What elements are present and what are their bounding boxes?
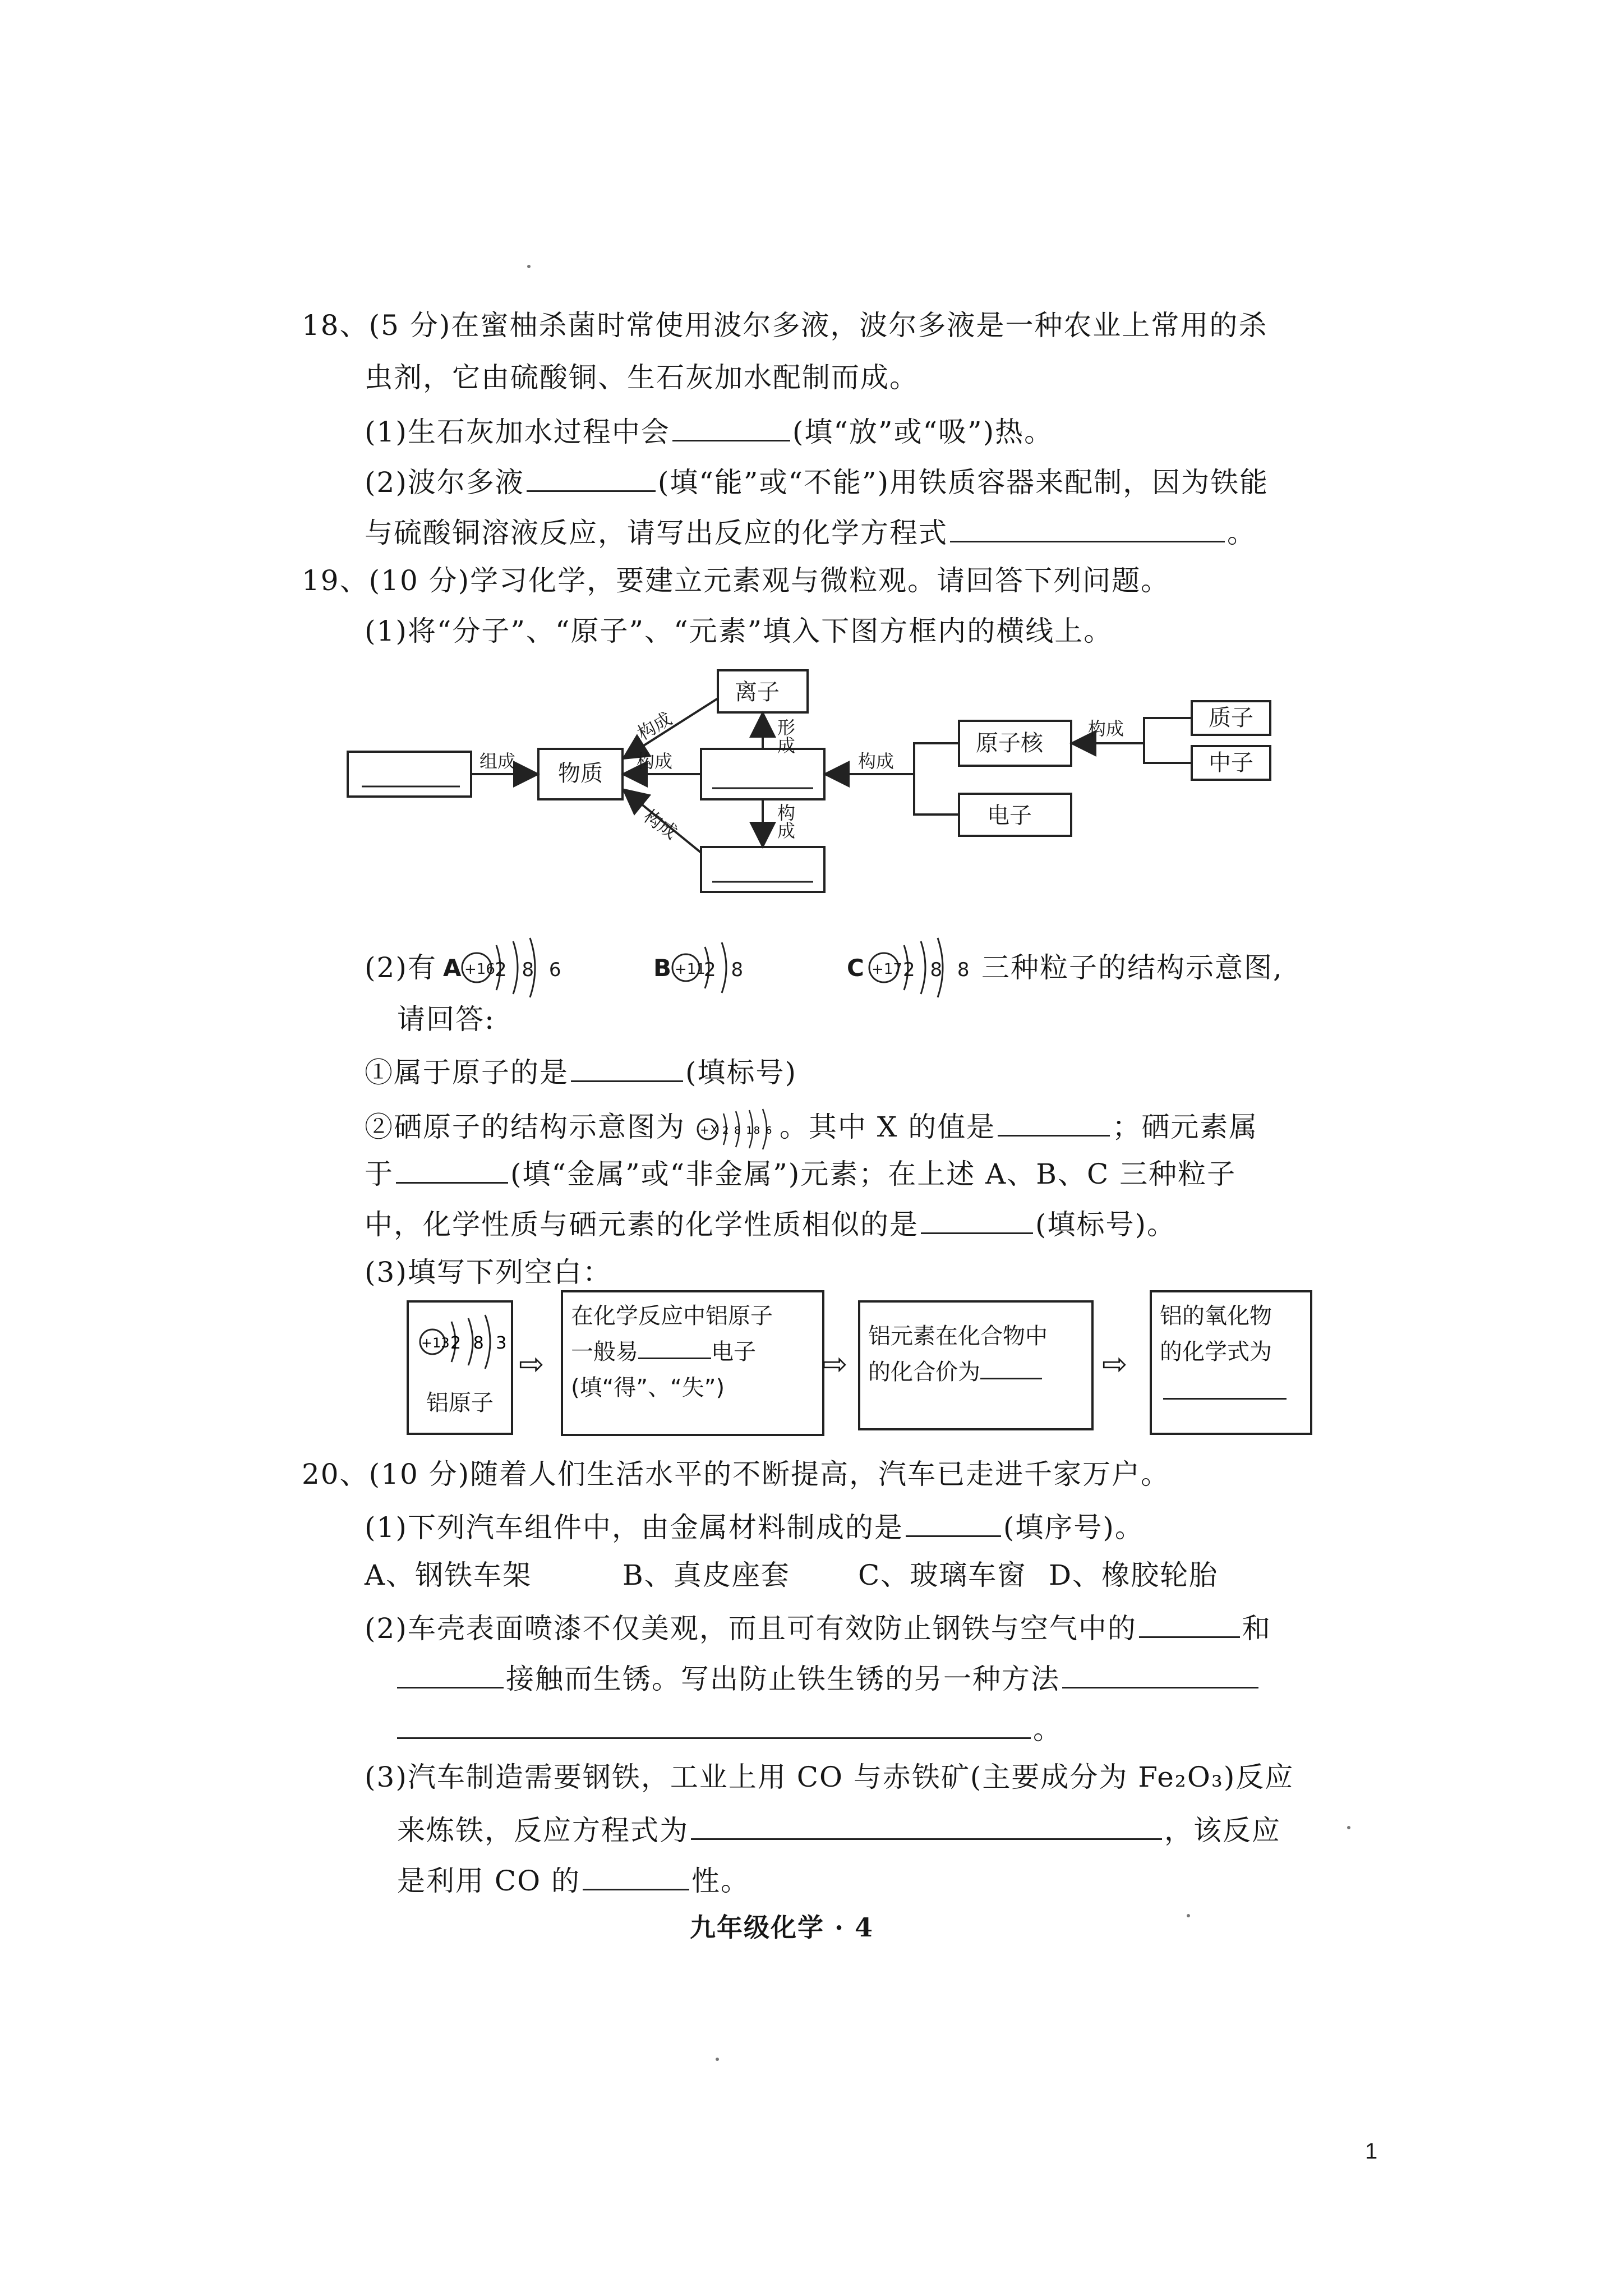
atom-a-shells: 2 8 6 [495, 959, 566, 981]
q19-sub1 [365, 1056, 797, 1087]
selenium-atom-diagram [695, 1107, 780, 1152]
selenium-shells: 2 8 18 6 [722, 1125, 773, 1137]
q19-sub2-belongs: ；硒元素属 [1112, 1111, 1258, 1143]
answer-blank[interactable] [638, 1338, 711, 1359]
lose-electron-box [561, 1290, 824, 1436]
q20-part3-cont2 [397, 1864, 750, 1895]
atom-c-label: C [847, 954, 864, 982]
q19-part1: (1)将“分子”、“原子”、“元素”填入下图方框内的横线上。 [365, 615, 1113, 647]
q18-part2-question: 与硫酸铜溶液反应，请写出反应的化学方程式 [365, 517, 948, 549]
aluminum-atom-diagram [412, 1308, 508, 1375]
q20-part2-cont2 [397, 1713, 1062, 1746]
answer-blank[interactable] [397, 1662, 504, 1688]
q20-part2-end: 。 [1033, 1713, 1062, 1746]
atom-diagram-a [443, 931, 566, 1010]
q19-part2-tail: 三种粒子的结构示意图, [981, 951, 1283, 984]
scan-speck [716, 2058, 719, 2061]
atom-a-label: A [443, 954, 462, 982]
atom-box[interactable] [701, 749, 824, 799]
oxide-line2: 的化学式为 [1160, 1339, 1272, 1365]
answer-blank[interactable] [571, 1056, 683, 1082]
answer-blank[interactable] [980, 1359, 1042, 1379]
q19-sub2-x: 。其中 X 的值是 [779, 1111, 996, 1143]
constitute-label-nucleus: 构成 [858, 751, 895, 772]
q18-part1-hint: (填“放”或“吸”)热。 [792, 416, 1054, 448]
answer-blank[interactable] [906, 1511, 1001, 1537]
answer-blank[interactable] [950, 516, 1225, 542]
q20-options-cd [858, 1561, 1218, 1589]
q19-sub2-text: ②硒原子的结构示意图为 [365, 1111, 685, 1143]
option-a[interactable]: A、钢铁车架 [365, 1559, 532, 1591]
oxide-line1: 铝的氧化物 [1160, 1303, 1272, 1329]
q20-part2-text: (2)车壳表面喷漆不仅美观，而且可有效防止钢铁与空气中的 [365, 1612, 1137, 1645]
scan-speck [1187, 1914, 1190, 1917]
constitute-label-molecule: 构成 [639, 805, 681, 844]
constitute-label-atom: 构成 [637, 751, 673, 772]
q19-sub2-yu: 于 [365, 1158, 394, 1190]
option-b[interactable]: B、真皮座套 [623, 1559, 790, 1591]
valence-line1: 铝元素在化合物中 [868, 1323, 1048, 1349]
constitute-label-ion: 构成 [634, 708, 676, 744]
q20-part2-cont [397, 1662, 1261, 1693]
answer-blank[interactable] [691, 1814, 1162, 1840]
selenium-nucleus: +X [699, 1123, 720, 1137]
nucleus-bracket [1144, 718, 1192, 763]
atom-a-nucleus: +16 [464, 961, 495, 978]
scan-speck [527, 265, 531, 268]
atom-c-nucleus: +17 [872, 961, 902, 978]
lose-electron-hint: (填“得”、“失”) [571, 1375, 725, 1401]
q19-part3: (3)填写下列空白： [365, 1256, 612, 1289]
valence-text: 的化合价为 [868, 1359, 980, 1385]
scan-speck [1347, 1826, 1350, 1829]
q19-sub2-cont2 [365, 1208, 1176, 1239]
q20-part1 [365, 1511, 1144, 1542]
ion-label: 离子 [735, 679, 780, 705]
q20-part1-hint: (填序号)。 [1003, 1511, 1144, 1544]
answer-blank[interactable] [397, 1713, 1031, 1739]
molecule-box[interactable] [701, 847, 824, 892]
q19-sub1-text: ①属于原子的是 [365, 1056, 569, 1089]
answer-blank[interactable] [672, 415, 790, 441]
q19-part2-intro: (2)有 [365, 951, 437, 984]
form-label: 形成 [774, 718, 796, 754]
q19-sub2 [365, 1107, 1258, 1152]
oxide-answer-line[interactable] [1163, 1370, 1287, 1400]
q18-part2-text: (2)波尔多液 [365, 466, 524, 499]
answer-blank[interactable] [583, 1864, 689, 1890]
page-footer: 九年级化学 · 4 [690, 1912, 874, 1943]
q18-part1 [365, 415, 1053, 446]
q19-sub2-hint2: (填标号)。 [1035, 1208, 1177, 1241]
q20-part2-method: 接触而生锈。写出防止铁生锈的另一种方法 [506, 1663, 1060, 1695]
answer-blank[interactable] [396, 1157, 508, 1184]
atom-c-shells: 2 8 8 [903, 959, 974, 981]
chain-arrow-3: ⇨ [1102, 1346, 1128, 1382]
atom-b-shells: 2 8 [704, 959, 748, 981]
option-c[interactable]: C、玻璃车窗 [858, 1559, 1027, 1591]
atom-bracket [914, 743, 959, 815]
q20-part3: (3)汽车制造需要钢铁，工业上用 CO 与赤铁矿(主要成分为 Fe₂O₃)反应 [365, 1761, 1294, 1793]
q20-part3-reaction: ，该反应 [1164, 1814, 1281, 1847]
valence-line2 [868, 1354, 1083, 1390]
atom-b-nucleus: +11 [675, 961, 706, 978]
q19-part2-ask: 请回答: [397, 1003, 495, 1036]
element-box[interactable] [348, 752, 471, 797]
compose-label: 组成 [479, 751, 516, 772]
oxide-formula-box [1150, 1290, 1312, 1435]
atom-diagram-c [847, 931, 976, 1010]
chain-arrow-2: ⇨ [822, 1346, 848, 1382]
answer-blank[interactable] [998, 1110, 1110, 1137]
q19-sub2-hint: (填“金属”或“非金属”)元素；在上述 A、B、C 三种粒子 [510, 1158, 1237, 1190]
electron-label: 电子 [987, 803, 1032, 829]
constitute-label-down: 构成 [774, 803, 796, 839]
q18-line2: 虫剂，它由硫酸铜、生石灰加水配制而成。 [365, 361, 919, 394]
proton-label: 质子 [1209, 705, 1253, 731]
lose-electron-line1: 在化学反应中铝原子 [571, 1303, 773, 1329]
q20-part3-cont [397, 1814, 1281, 1847]
lose-electron-electron: 电子 [711, 1339, 756, 1365]
q20-part2-and: 和 [1242, 1612, 1271, 1645]
option-d[interactable]: D、橡胶轮胎 [1049, 1559, 1219, 1591]
q18-part2-cont [365, 516, 1256, 547]
aluminum-shells: 2 8 3 [450, 1333, 508, 1353]
aluminum-atom-label: 铝原子 [426, 1390, 494, 1416]
q19-sub1-hint: (填标号) [685, 1056, 797, 1089]
q20-part3-property: 性。 [691, 1865, 750, 1897]
valence-box [858, 1300, 1094, 1430]
page-number: 1 [1365, 2139, 1379, 2164]
answer-blank[interactable] [921, 1208, 1033, 1234]
q19-sub2-cont [365, 1157, 1236, 1188]
answer-blank[interactable] [1139, 1612, 1240, 1638]
lose-electron-line2 [571, 1334, 814, 1370]
q18-part2-end: 。 [1227, 517, 1256, 549]
q20-part2 [365, 1612, 1271, 1645]
q20-part3-co: 是利用 CO 的 [397, 1865, 581, 1897]
q18-part2 [365, 466, 1269, 499]
q18-part2-hint: (填“能”或“不能”)用铁质容器来配制，因为铁能 [657, 466, 1269, 499]
atom-diagram-b [653, 931, 760, 1010]
answer-blank[interactable] [1062, 1662, 1258, 1688]
q20-part1-text: (1)下列汽车组件中，由金属材料制成的是 [365, 1511, 903, 1544]
aluminum-nucleus: +13 [421, 1335, 450, 1351]
q19-line1: 19、(10 分)学习化学，要建立元素观与微粒观。请回答下列问题。 [302, 564, 1170, 597]
aluminum-atom-box [407, 1300, 513, 1435]
matter-concept-diagram [336, 656, 1290, 903]
q18-part1-text: (1)生石灰加水过程中会 [365, 416, 670, 448]
nucleus-label: 原子核 [976, 730, 1043, 756]
answer-blank[interactable] [527, 466, 656, 492]
atom-b-label: B [653, 954, 672, 982]
q19-sub2-similar: 中，化学性质与硒元素的化学性质相似的是 [365, 1208, 919, 1241]
matter-label: 物质 [558, 761, 603, 786]
q18-line1: 18、(5 分)在蜜柚杀菌时常使用波尔多液，波尔多液是一种农业上常用的杀 [302, 309, 1268, 342]
q20-part3-eq: 来炼铁，反应方程式为 [397, 1814, 689, 1847]
q20-line1: 20、(10 分)随着人们生活水平的不断提高，汽车已走进千家万户。 [302, 1458, 1170, 1490]
neutron-label: 中子 [1209, 750, 1253, 776]
lose-electron-easy: 一般易 [571, 1339, 638, 1365]
constitute-label-proton: 构成 [1088, 718, 1124, 739]
chain-arrow-1: ⇨ [519, 1346, 545, 1382]
